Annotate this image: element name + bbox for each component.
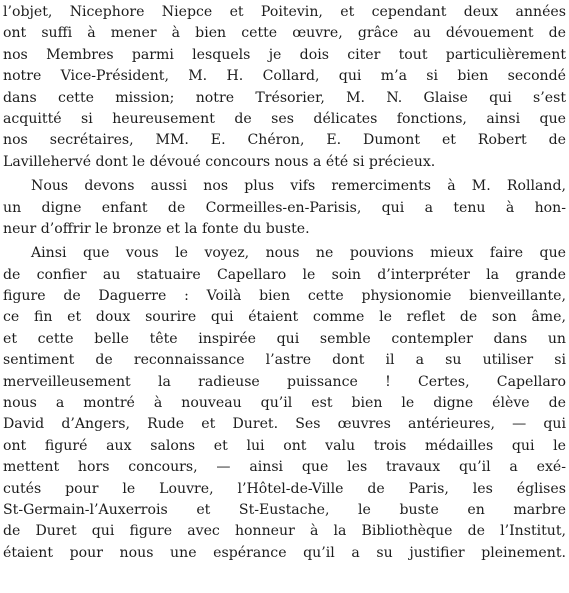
text-line: St-Germain-l’Auxerrois et St-Eustache, le buste en marbre bbox=[3, 501, 566, 518]
text-line: Ainsi que vous le voyez, nous ne pouvions mieux faire que bbox=[31, 245, 566, 262]
paragraph bbox=[3, 243, 566, 564]
text-line: nos secrétaires, MM. E. Chéron, E. Dumont et Robert de bbox=[3, 132, 566, 149]
text-line: acquitté si heureusement de ses délicates fonctions, ainsi que bbox=[3, 110, 566, 127]
text-line: Nous devons aussi nos plus vifs remerciments à M. Rolland, bbox=[31, 178, 566, 195]
text-line: nous a montré à nouveau qu’il est bien le digne élève de bbox=[3, 395, 566, 412]
text-line: sentiment de reconnaissance l’astre dont il a su utiliser si bbox=[3, 352, 566, 369]
paragraph bbox=[3, 176, 566, 240]
text-line: ont figuré aux salons et lui ont valu trois médailles qui le bbox=[3, 437, 566, 454]
text-line: cutés pour le Louvre, l’Hôtel-de-Ville de Paris, les églises bbox=[3, 480, 566, 497]
document-page bbox=[3, 2, 566, 564]
text-line: notre Vice-Président, M. H. Collard, qui m’a si bien secondé bbox=[3, 68, 566, 85]
text-line: de Duret qui figure avec honneur à la Bibliothèque de l’Institut, bbox=[3, 523, 566, 540]
text-line: ce fin et doux sourire qui étaient comme le reflet de son âme, bbox=[3, 309, 566, 326]
text-line: un digne enfant de Cormeilles-en-Parisis, qui a tenu à hon- bbox=[3, 199, 566, 216]
text-line: merveilleusement la radieuse puissance ! Certes, Capellaro bbox=[3, 373, 566, 390]
text-line: de confier au statuaire Capellaro le soin d’interpréter la grande bbox=[3, 266, 566, 283]
paragraph bbox=[3, 2, 566, 173]
text-line: figure de Daguerre : Voilà bien cette physionomie bienveillante, bbox=[3, 288, 566, 305]
text-line: étaient pour nous une espérance qu’il a su justifier pleinement. bbox=[3, 544, 566, 561]
text-line: Lavillehervé dont le dévoué concours nous a été si précieux. bbox=[3, 153, 436, 170]
text-line: David d’Angers, Rude et Duret. Ses œuvres antérieures, — qui bbox=[3, 416, 566, 433]
text-line: dans cette mission; notre Trésorier, M. N. Glaise qui s’est bbox=[3, 89, 566, 106]
text-line: nos Membres parmi lesquels je dois citer tout particulièrement bbox=[3, 46, 566, 63]
text-line: l’objet, Nicephore Niepce et Poitevin, et cependant deux années bbox=[3, 4, 566, 20]
text-line: neur d’offrir le bronze et la fonte du buste. bbox=[3, 220, 310, 237]
text-line: et cette belle tête inspirée qui semble contempler dans un bbox=[3, 330, 566, 347]
text-line: ont suffi à mener à bien cette œuvre, grâce au dévouement de bbox=[3, 25, 566, 42]
text-line: mettent hors concours, — ainsi que les travaux qu’il a exé- bbox=[3, 459, 566, 476]
